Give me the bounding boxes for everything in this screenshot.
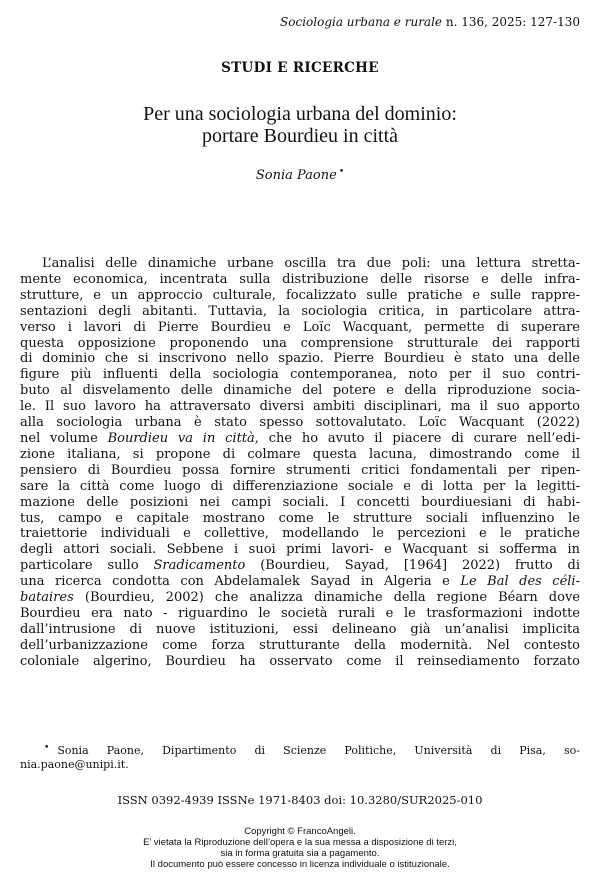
text-run: (Bourdieu, Sayad, [1964] 2022) frutto di (245, 558, 580, 574)
body-line: Bourdieu era nato - riguardino le società rurali e le trasformazioni indotte (20, 605, 580, 621)
body-line: L’analisi delle dinamiche urbane oscilla tra due poli: una lettura stretta- (42, 256, 580, 271)
body-line: di dominio che si inscrivono nello spazio. Pierre Bourdieu è stato una delle (20, 351, 580, 367)
text-run: una ricerca condotta con Abdelamalek Sayad in Algeria e (20, 574, 461, 590)
body-line: dell’urbanizzazione come forza strutturante della modernità. Nel contesto (20, 637, 580, 653)
footnote-line: nia.paone@unipi.it. (20, 758, 129, 771)
footnote-ref-marker: • (338, 167, 345, 177)
body-line (20, 558, 580, 574)
body-line (20, 431, 580, 447)
body-line: dall’intrusione di nuove istituzioni, essi delineano già un’analisi implicita (20, 621, 580, 637)
body-line: sentazioni degli abitanti. Tuttavia, la sociologia critica, in particolare attra- (20, 303, 580, 319)
cited-title: bataires (20, 590, 74, 606)
issn-doi-line: ISSN 0392-4939 ISSNe 1971-8403 doi: 10.3280/SUR2025-010 (117, 793, 483, 807)
cited-title: Le Bal des céli- (460, 574, 580, 590)
running-header (280, 15, 580, 29)
body-line (20, 574, 580, 590)
journal-name: Sociologia urbana e rurale (280, 15, 443, 29)
cited-title: Bourdieu va in città (107, 430, 255, 446)
body-line: mente economica, incentrata sulla distribuzione delle risorse e delle infra- (20, 271, 580, 287)
body-line: traiettorie individuali e collettive, modellando le percezioni e le pratiche (20, 526, 580, 542)
body-line: pensiero di Bourdieu possa fornire strumenti critici fondamentali per ripen- (20, 462, 580, 478)
title-line-1: Per una sociologia urbana del dominio: (143, 103, 457, 125)
author-footnote (20, 741, 580, 772)
body-line: mazione delle posizioni nei campi sociali. I concetti bourdiuesiani di habi- (20, 494, 580, 510)
body-line: strutture, e un approccio culturale, focalizzato sulle pratiche e sulle rappre- (20, 287, 580, 303)
body-line: verso i lavori di Pierre Bourdieu e Loïc Wacquant, permette di superare (20, 319, 580, 335)
author-name: Sonia Paone (255, 168, 337, 183)
body-line: degli attori sociali. Sebbene i suoi primi lavori- e Wacquant si sofferma in (20, 542, 580, 558)
text-run: nel volume (20, 430, 108, 446)
journal-citation: n. 136, 2025: 127-130 (442, 15, 580, 29)
footnote-line (20, 741, 580, 758)
author-byline (0, 167, 600, 183)
body-line: buto al disvelamento delle dinamiche del potere e della riproduzione socia- (20, 383, 580, 399)
body-line: questa opposizione proponendo una comprensione strutturale dei rapporti (20, 335, 580, 351)
body-line: coloniale algerino, Bourdieu ha osservato come il reinsediamento forzato (20, 653, 580, 669)
body-line: zione italiana, si propone di colmare questa lacuna, dimostrando come il (20, 446, 580, 462)
body-text (20, 256, 580, 670)
copyright-line: E’ vietata la Riproduzione dell’opera e la sua messa a disposizione di terzi, (143, 837, 457, 848)
text-run: , che ho avuto il piacere di curare nell’edi- (254, 430, 580, 446)
body-line: le. Il suo lavoro ha attraversato diversi ambiti disciplinari, ma il suo apporto (20, 399, 580, 415)
body-line: sare la città come luogo di differenziazione sociale e di lotta per la legitti- (20, 478, 580, 494)
footnote-text: Sonia Paone, Dipartimento di Scienze Politiche, Università di Pisa, so- (57, 744, 580, 757)
body-line: alla sociologia urbana è stato spesso sottovalutato. Loïc Wacquant (2022) (20, 415, 580, 431)
body-line (20, 590, 580, 606)
copyright-line: Copyright © FrancoAngeli. (244, 826, 356, 837)
copyright-notice (0, 826, 600, 870)
copyright-line: Il documento può essere concesso in licenza individuale o istituzionale. (150, 859, 450, 870)
text-run: (Bourdieu, 2002) che analizza dinamiche della regione Béarn dove (73, 590, 580, 606)
body-line: tus, campo e capitale mostrano come le strutture sociali influenzino le (20, 510, 580, 526)
title-line-2: portare Bourdieu in città (201, 125, 399, 147)
section-heading: STUDI E RICERCHE (221, 60, 379, 76)
footnote-marker: • (44, 743, 50, 753)
article-title (0, 103, 600, 147)
copyright-line: sia in forma gratuita sia a pagamento. (220, 848, 380, 859)
body-line: figure più influenti della sociologia contemporanea, noto per il suo contri- (20, 367, 580, 383)
cited-title: Sradicamento (153, 558, 246, 574)
text-run: particolare sullo (20, 558, 154, 574)
